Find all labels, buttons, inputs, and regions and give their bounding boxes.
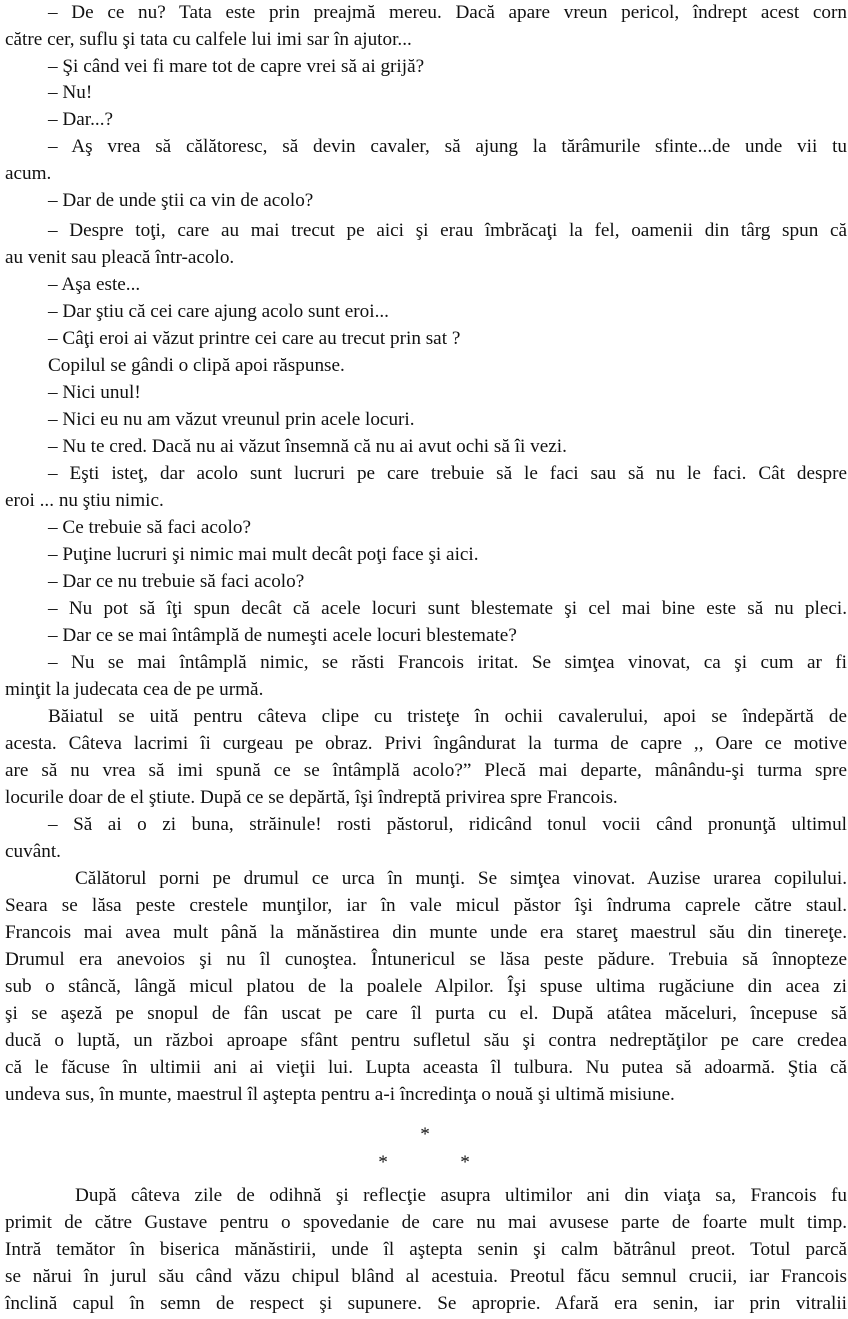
text-line: – Eşti isteţ, dar acolo sunt lucruri pe care trebuie să le faci sau să nu le faci. Cât despre xyxy=(48,463,847,484)
text-line: – Nu pot să îţi spun decât că acele locuri sunt blestemate şi cel mai bine este să nu pleci. xyxy=(48,598,847,619)
text-line: Copilul se gândi o clipă apoi răspunse. xyxy=(48,355,345,376)
text-line: cuvânt. xyxy=(5,841,61,862)
text-line: au venit sau pleacă într-acolo. xyxy=(5,247,235,268)
text-line: – Câţi eroi ai văzut printre cei care au trecut prin sat ? xyxy=(48,328,461,349)
text-line: – Şi când vei fi mare tot de capre vrei să ai grijă? xyxy=(48,56,425,77)
text-line: – Puţine lucruri şi nimic mai mult decât poţi face şi aici. xyxy=(48,544,479,565)
text-line: – Dar...? xyxy=(48,109,114,130)
text-line: – Dar ştiu că cei care ajung acolo sunt eroi... xyxy=(48,301,389,322)
separator-asterisk: * xyxy=(378,1152,388,1173)
text-line: că le făcuse în ultimii ani ai vieţii lui. Lupta aceasta îl tulbura. Nu putea să adoarmă. Ştia că xyxy=(5,1057,847,1078)
text-line: minţit la judecata cea de pe urmă. xyxy=(5,679,264,700)
text-line: undeva sus, în munte, maestrul îl aştepta pentru a-i încredinţa o nouă şi ultimă misiune. xyxy=(5,1084,675,1105)
text-line: – Nici eu nu am văzut vreunul prin acele locuri. xyxy=(48,409,415,430)
text-line: primit de către Gustave pentru o spovedanie de care nu mai avusese parte de foarte mult timp. xyxy=(5,1212,847,1233)
text-line: acum. xyxy=(5,163,52,184)
text-line: – Dar de unde ştii ca vin de acolo? xyxy=(48,190,314,211)
text-line: eroi ... nu ştiu nimic. xyxy=(5,490,164,511)
separator-asterisk: * xyxy=(460,1152,470,1173)
separator-asterisk: * xyxy=(420,1124,430,1145)
text-line: – De ce nu? Tata este prin preajmă mereu. Dacă apare vreun pericol, îndrept acest corn xyxy=(48,2,847,23)
text-line: Intră temător în biserica mănăstirii, unde îl aştepta senin şi calm bătrânul preot. Totul parcă xyxy=(5,1239,847,1260)
text-line: către cer, suflu şi tata cu calfele lui imi sar în ajutor... xyxy=(5,29,412,50)
text-line: Drumul era anevoios şi nu îl cunoştea. Întunericul se lăsa peste pădure. Trebuia să înnopteze xyxy=(5,949,847,970)
text-line: Băiatul se uită pentru câteva clipe cu tristeţe în ochii cavalerului, apoi se îndepărtă de xyxy=(48,706,847,727)
text-line: Călătorul porni pe drumul ce urca în munţi. Se simţea vinovat. Auzise urarea copilului. xyxy=(75,868,847,889)
text-line: – Dar ce se mai întâmplă de numeşti acele locuri blestemate? xyxy=(48,625,517,646)
text-line: – Aş vrea să călătoresc, să devin cavaler, să ajung la tărâmurile sfinte...de unde vii tu xyxy=(48,136,847,157)
text-line: – Dar ce nu trebuie să faci acolo? xyxy=(48,571,305,592)
text-line: – Să ai o zi buna, străinule! rosti păstorul, ridicând tonul vocii când pronunţă ultimul xyxy=(48,814,847,835)
text-line: – Ce trebuie să faci acolo? xyxy=(48,517,251,538)
text-line: – Aşa este... xyxy=(48,274,141,295)
text-line: şi se aşeză pe snopul de fân uscat pe care îl purta cu el. După atâtea măceluri, începuse să xyxy=(5,1003,847,1024)
text-line: – Nu! xyxy=(48,82,93,103)
text-line: – Nu se mai întâmplă nimic, se răsti Francois iritat. Se simţea vinovat, ca şi cum ar fi xyxy=(48,652,847,673)
text-line: – Despre toţi, care au mai trecut pe aici şi erau îmbrăcaţi la fel, oamenii din târg spun că xyxy=(48,220,847,241)
text-line: se nărui în jurul său când văzu chipul blând al acestuia. Preotul făcu semnul crucii, iar Francois xyxy=(5,1266,847,1287)
text-line: – Nu te cred. Dacă nu ai văzut însemnă că nu ai avut ochi să îi vezi. xyxy=(48,436,567,457)
text-line: înclină capul în semn de respect şi supunere. Se aproprie. Afară era senin, iar prin vitralii xyxy=(5,1293,847,1314)
text-line: ducă o luptă, un război aproape sfânt pentru sufletul său şi contra nedreptăţilor pe care credea xyxy=(5,1030,847,1051)
text-line: Seara se lăsa peste crestele munţilor, iar în vale micul păstor îşi îndruma caprele către staul. xyxy=(5,895,847,916)
text-line: locurile doar de el ştiute. După ce se depărtă, îşi îndreptă privirea spre Francois. xyxy=(5,787,618,808)
text-line: acesta. Câteva lacrimi îi curgeau pe obraz. Privi îngândurat la turma de capre ,, Oare ce motive xyxy=(5,733,847,754)
text-line: După câteva zile de odihnă şi reflecţie asupra ultimilor ani din viaţa sa, Francois fu xyxy=(75,1185,847,1206)
text-line: are să nu vrea să imi spună ce se întâmplă acolo?” Plecă mai departe, mânându-şi turma spre xyxy=(5,760,847,781)
text-line: – Nici unul! xyxy=(48,382,141,403)
text-line: sub o stâncă, lângă micul platou de la poalele Alpilor. Îşi spuse ultima rugăciune din acea zi xyxy=(5,976,847,997)
text-line: Francois mai avea mult până la mănăstirea din munte unde era stareţ maestrul său din tinereţe. xyxy=(5,922,847,943)
